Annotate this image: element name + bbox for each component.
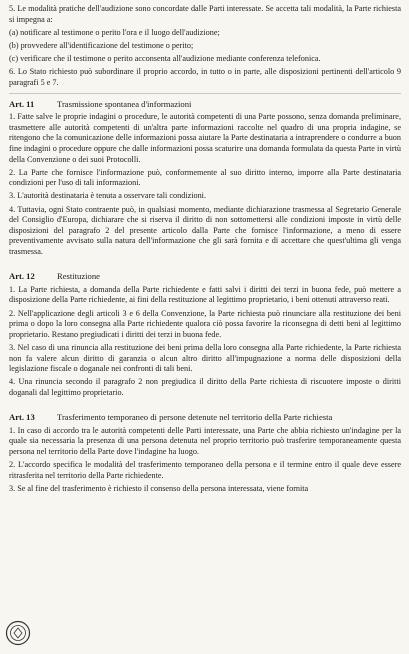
article-11-number: Art. 11 [9, 98, 35, 109]
article-12-paragraph-3: 3. Nel caso di una rinuncia alla restituzione dei beni prima della loro consegna alla Parte richiedente, la Parte richiesta non fa valere alcun diritto di garanzia o alcun altro diritto all'impugnazione a norma delle disposizioni della legislazione fiscale o doganale nei confronti di tali beni. [9, 342, 401, 374]
intro-paragraph-5: 5. Le modalità pratiche dell'audizione sono concordate dalle Parti interessate. Se accetta tali modalità, la Parte richiesta si impegna a: [9, 4, 401, 24]
article-13-paragraph-1: 1. In caso di accordo tra le autorità competenti delle Parti interessate, una Parte che abbia richiesto un'indagine per la quale sia necessaria la presenza di una persona detenuta nel proprio territorio può trasferire temporaneamente questa persona nel territorio della Parte dove l'indagine ha luogo. [9, 425, 401, 456]
article-11-paragraph-2: 2. La Parte che fornisce l'informazione può, conformemente al suo diritto interno, imporre alla Parte destinataria condizioni per l'uso di tali informazioni. [9, 167, 401, 188]
article-11-paragraph-1: 1. Fatte salve le proprie indagini o procedure, le autorità competenti di una Parte possono, senza domanda preliminare, trasmettere alle autorità competenti di un'altra parte informazioni raccolte nel quadro di una propria indagine, se ritengono che la comunicazione delle informazioni possa aiutare la Parte destinataria a intraprendere o condurre a buon fine indagini o procedure oppure che dalle informazioni possa scaturire una domanda formulata da questa Parte in virtù della Convenzione o dei suoi Protocolli. [9, 112, 401, 164]
article-13-paragraph-2: 2. L'accordo specifica le modalità del trasferimento temporaneo della persona e il termine entro il quale deve essere ritrasferita nel territorio della Parte richiedente. [9, 460, 401, 480]
article-13-heading [9, 412, 401, 423]
article-13-paragraph-3: 3. Se al fine del trasferimento è richiesto il consenso della persona interessata, viene fornita [9, 483, 309, 493]
article-11-title: Trasmissione spontanea d'informazioni [57, 98, 192, 109]
article-13-number: Art. 13 [9, 412, 35, 423]
section-divider [9, 93, 401, 94]
intro-paragraph-6: 6. Lo Stato richiesto può subordinare il proprio accordo, in tutto o in parte, alle disposizioni pertinenti dell'articolo 9 paragrafi 5 e 7. [9, 67, 401, 87]
intro-item-b: (b) provvedere all'identificazione del testimone o perito; [9, 40, 194, 50]
article-12-number: Art. 12 [9, 271, 35, 282]
article-13-title: Trasferimento temporaneo di persone detenute nel territorio della Parte richiesta [57, 412, 333, 423]
article-11-paragraph-3: 3. L'autorità destinataria è tenuta a osservare tali condizioni. [9, 191, 206, 201]
article-11-paragraph-4: 4. Tuttavia, ogni Stato contraente può, in qualsiasi momento, mediante dichiarazione trasmessa al Segretario Generale del Consiglio d'Europa, dichiarare che si riserva il diritto di non sottomettersi alle condizioni imposte in virtù delle disposizioni del paragrafo 2 del presente articolo dalla Parte che fornisce l'informazione, a meno di essere preventivamente avvisato sulla natura dell'informazione che gli sarà fornita e di accettare che quest'ultima gli venga trasmessa. [9, 204, 401, 257]
intro-item-a: (a) notificare al testimone o perito l'ora e il luogo dell'audizione; [9, 27, 220, 37]
article-12-paragraph-4: 4. Una rinuncia secondo il paragrafo 2 non pregiudica il diritto della Parte richiesta di riscuotere imposte o diritti doganali dal legittimo proprietario. [9, 377, 401, 397]
article-12-paragraph-2: 2. Nell'applicazione degli articoli 3 e 6 della Convenzione, la Parte richiesta può rinunciare alla restituzione dei beni prima o dopo la loro consegna alla Parte richiedente qualora ciò possa favorire la riconsegna di detti beni al legittimo proprietario. Restano pregiudicati i diritti dei terzi in buona fede. [9, 308, 401, 339]
article-12-paragraph-1: 1. La Parte richiesta, a domanda della Parte richiedente e fatti salvi i diritti dei terzi in buona fede, può mettere a disposizione della Parte richiedente, ai fini della restituzione al legittimo proprietario, i beni ottenuti attraverso reati. [9, 284, 401, 305]
article-12-heading [9, 271, 401, 282]
article-12-title: Restituzione [57, 271, 100, 282]
article-11-heading [9, 99, 401, 110]
intro-item-c: (c) verificare che il testimone o perito acconsenta all'audizione mediante conferenza telefonica. [9, 54, 321, 64]
seal-stamp-icon [5, 620, 31, 646]
